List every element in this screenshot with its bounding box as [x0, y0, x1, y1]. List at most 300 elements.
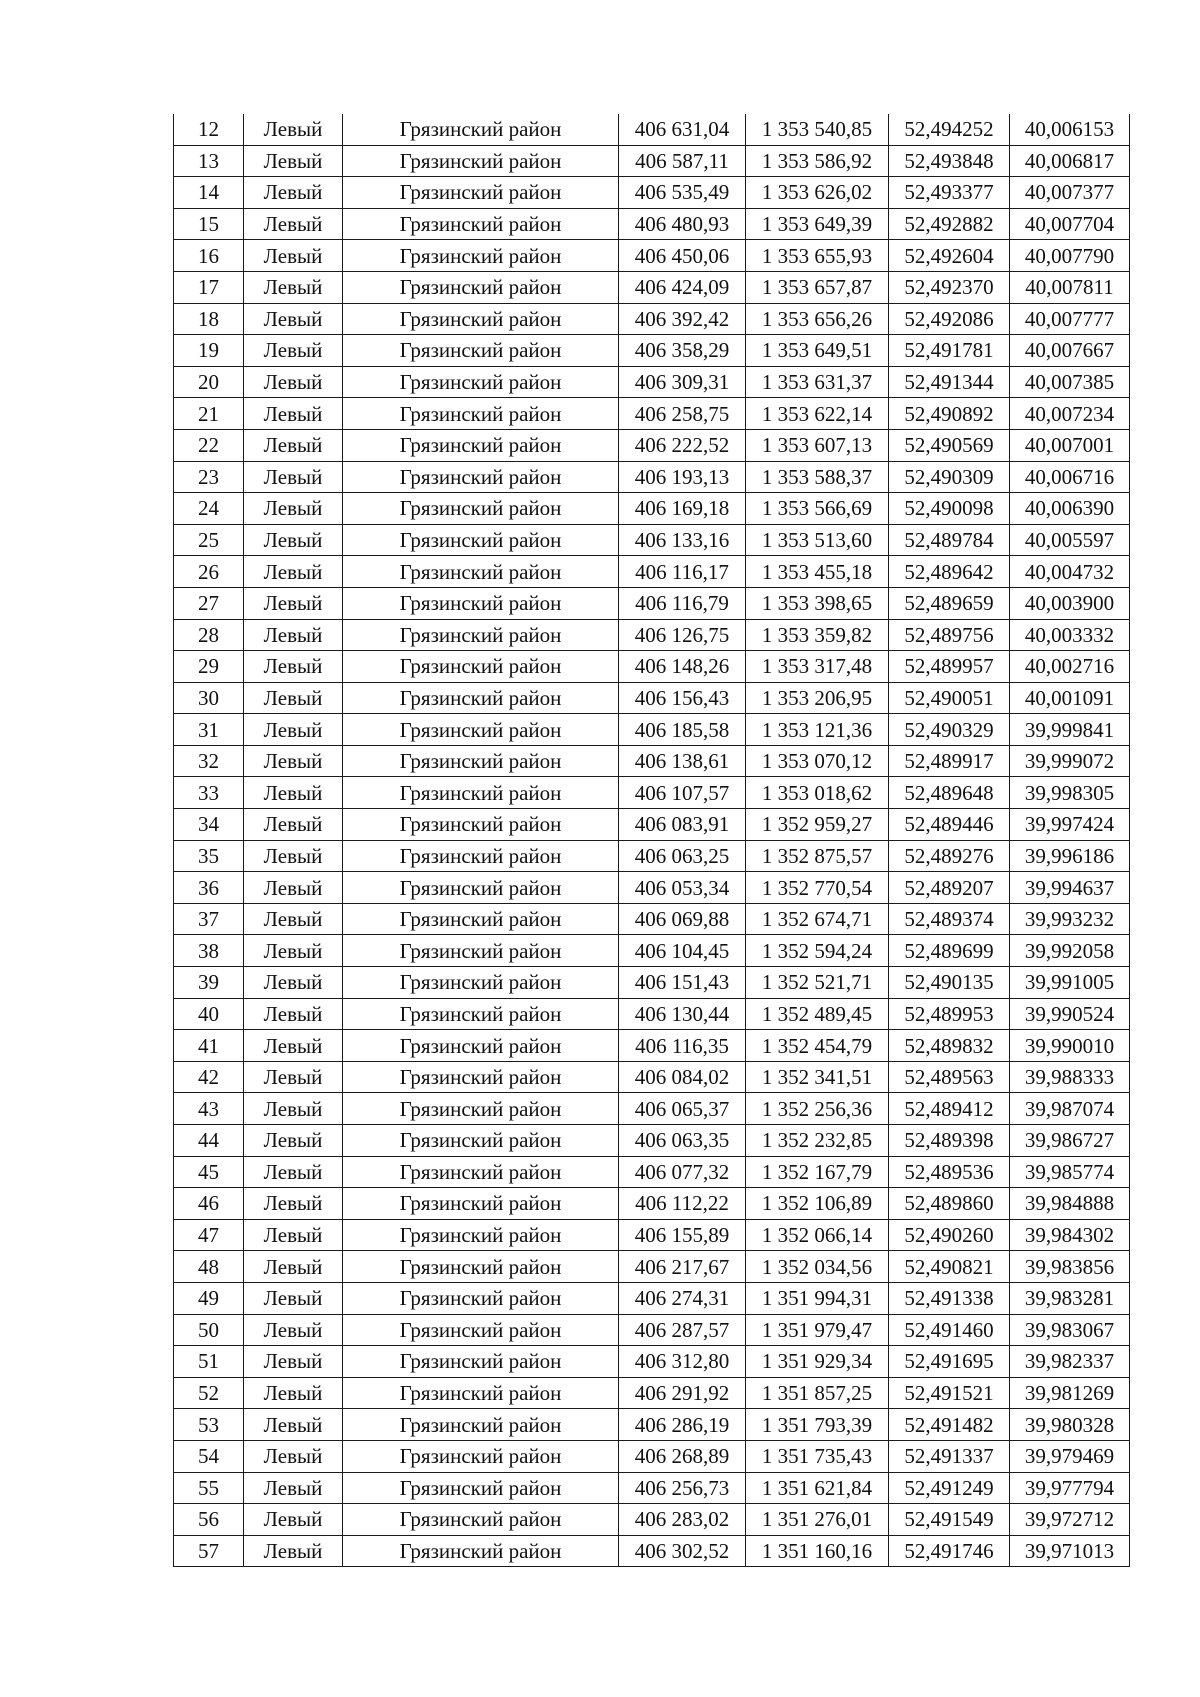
point-number-cell: 21: [174, 398, 244, 430]
y-coordinate-cell: 1 352 066,14: [746, 1219, 889, 1251]
latitude-cell: 52,490892: [889, 398, 1010, 430]
table-row: [174, 840, 1130, 872]
longitude-cell: 39,990524: [1010, 998, 1130, 1030]
district-cell: Грязинский район: [343, 840, 619, 872]
district-cell: Грязинский район: [343, 114, 619, 145]
x-coordinate-cell: 406 151,43: [619, 967, 746, 999]
x-coordinate-cell: 406 107,57: [619, 777, 746, 809]
district-cell: Грязинский район: [343, 777, 619, 809]
y-coordinate-cell: 1 351 793,39: [746, 1409, 889, 1441]
x-coordinate-cell: 406 535,49: [619, 177, 746, 209]
point-number-cell: 53: [174, 1409, 244, 1441]
table-row: [174, 809, 1130, 841]
table-row: [174, 556, 1130, 588]
district-cell: Грязинский район: [343, 1440, 619, 1472]
coordinates-table-body: [174, 114, 1130, 1567]
latitude-cell: 52,491338: [889, 1282, 1010, 1314]
point-number-cell: 14: [174, 177, 244, 209]
table-row: [174, 714, 1130, 746]
table-row: [174, 303, 1130, 335]
district-cell: Грязинский район: [343, 524, 619, 556]
table-row: [174, 114, 1130, 145]
y-coordinate-cell: 1 351 994,31: [746, 1282, 889, 1314]
district-cell: Грязинский район: [343, 872, 619, 904]
district-cell: Грязинский район: [343, 493, 619, 525]
longitude-cell: 39,993232: [1010, 903, 1130, 935]
table-row: [174, 1156, 1130, 1188]
table-row: [174, 366, 1130, 398]
district-cell: Грязинский район: [343, 366, 619, 398]
point-number-cell: 43: [174, 1093, 244, 1125]
table-row: [174, 429, 1130, 461]
latitude-cell: 52,491249: [889, 1472, 1010, 1504]
table-row: [174, 461, 1130, 493]
latitude-cell: 52,490569: [889, 429, 1010, 461]
point-number-cell: 51: [174, 1346, 244, 1378]
district-cell: Грязинский район: [343, 240, 619, 272]
longitude-cell: 40,006390: [1010, 493, 1130, 525]
x-coordinate-cell: 406 112,22: [619, 1188, 746, 1220]
y-coordinate-cell: 1 351 857,25: [746, 1377, 889, 1409]
table-row: [174, 587, 1130, 619]
x-coordinate-cell: 406 392,42: [619, 303, 746, 335]
side-cell: Левый: [244, 840, 343, 872]
side-cell: Левый: [244, 777, 343, 809]
longitude-cell: 39,990010: [1010, 1030, 1130, 1062]
x-coordinate-cell: 406 116,35: [619, 1030, 746, 1062]
side-cell: Левый: [244, 1282, 343, 1314]
district-cell: Грязинский район: [343, 208, 619, 240]
district-cell: Грязинский район: [343, 1409, 619, 1441]
latitude-cell: 52,490135: [889, 967, 1010, 999]
latitude-cell: 52,491460: [889, 1314, 1010, 1346]
side-cell: Левый: [244, 1504, 343, 1536]
table-row: [174, 967, 1130, 999]
y-coordinate-cell: 1 352 341,51: [746, 1061, 889, 1093]
side-cell: Левый: [244, 1030, 343, 1062]
longitude-cell: 40,003900: [1010, 587, 1130, 619]
district-cell: Грязинский район: [343, 461, 619, 493]
y-coordinate-cell: 1 351 929,34: [746, 1346, 889, 1378]
longitude-cell: 40,002716: [1010, 651, 1130, 683]
table-row: [174, 935, 1130, 967]
longitude-cell: 39,999841: [1010, 714, 1130, 746]
longitude-cell: 40,007704: [1010, 208, 1130, 240]
district-cell: Грязинский район: [343, 1030, 619, 1062]
side-cell: Левый: [244, 809, 343, 841]
district-cell: Грязинский район: [343, 1219, 619, 1251]
table-row: [174, 651, 1130, 683]
district-cell: Грязинский район: [343, 1251, 619, 1283]
side-cell: Левый: [244, 903, 343, 935]
point-number-cell: 36: [174, 872, 244, 904]
table-row: [174, 998, 1130, 1030]
point-number-cell: 27: [174, 587, 244, 619]
district-cell: Грязинский район: [343, 998, 619, 1030]
point-number-cell: 17: [174, 271, 244, 303]
x-coordinate-cell: 406 309,31: [619, 366, 746, 398]
x-coordinate-cell: 406 631,04: [619, 114, 746, 145]
table-row: [174, 619, 1130, 651]
table-row: [174, 177, 1130, 209]
longitude-cell: 39,977794: [1010, 1472, 1130, 1504]
side-cell: Левый: [244, 398, 343, 430]
x-coordinate-cell: 406 450,06: [619, 240, 746, 272]
side-cell: Левый: [244, 1251, 343, 1283]
y-coordinate-cell: 1 353 656,26: [746, 303, 889, 335]
side-cell: Левый: [244, 1093, 343, 1125]
table-row: [174, 1030, 1130, 1062]
side-cell: Левый: [244, 1440, 343, 1472]
table-row: [174, 208, 1130, 240]
latitude-cell: 52,489784: [889, 524, 1010, 556]
longitude-cell: 39,980328: [1010, 1409, 1130, 1441]
point-number-cell: 37: [174, 903, 244, 935]
side-cell: Левый: [244, 114, 343, 145]
point-number-cell: 31: [174, 714, 244, 746]
district-cell: Грязинский район: [343, 1472, 619, 1504]
point-number-cell: 12: [174, 114, 244, 145]
district-cell: Грязинский район: [343, 1535, 619, 1567]
x-coordinate-cell: 406 222,52: [619, 429, 746, 461]
y-coordinate-cell: 1 353 631,37: [746, 366, 889, 398]
district-cell: Грязинский район: [343, 1282, 619, 1314]
longitude-cell: 39,983856: [1010, 1251, 1130, 1283]
longitude-cell: 40,007234: [1010, 398, 1130, 430]
x-coordinate-cell: 406 287,57: [619, 1314, 746, 1346]
district-cell: Грязинский район: [343, 177, 619, 209]
side-cell: Левый: [244, 145, 343, 177]
table-row: [174, 1251, 1130, 1283]
x-coordinate-cell: 406 193,13: [619, 461, 746, 493]
x-coordinate-cell: 406 258,75: [619, 398, 746, 430]
x-coordinate-cell: 406 480,93: [619, 208, 746, 240]
x-coordinate-cell: 406 155,89: [619, 1219, 746, 1251]
side-cell: Левый: [244, 208, 343, 240]
table-row: [174, 1282, 1130, 1314]
y-coordinate-cell: 1 353 657,87: [746, 271, 889, 303]
point-number-cell: 34: [174, 809, 244, 841]
latitude-cell: 52,489276: [889, 840, 1010, 872]
district-cell: Грязинский район: [343, 682, 619, 714]
district-cell: Грязинский район: [343, 1061, 619, 1093]
latitude-cell: 52,493848: [889, 145, 1010, 177]
district-cell: Грязинский район: [343, 145, 619, 177]
y-coordinate-cell: 1 353 317,48: [746, 651, 889, 683]
table-row: [174, 145, 1130, 177]
x-coordinate-cell: 406 104,45: [619, 935, 746, 967]
district-cell: Грязинский район: [343, 651, 619, 683]
latitude-cell: 52,490821: [889, 1251, 1010, 1283]
longitude-cell: 40,003332: [1010, 619, 1130, 651]
latitude-cell: 52,494252: [889, 114, 1010, 145]
side-cell: Левый: [244, 619, 343, 651]
side-cell: Левый: [244, 1472, 343, 1504]
side-cell: Левый: [244, 461, 343, 493]
latitude-cell: 52,492086: [889, 303, 1010, 335]
side-cell: Левый: [244, 872, 343, 904]
point-number-cell: 48: [174, 1251, 244, 1283]
latitude-cell: 52,489860: [889, 1188, 1010, 1220]
point-number-cell: 24: [174, 493, 244, 525]
coordinates-table: [173, 114, 1130, 1567]
y-coordinate-cell: 1 351 276,01: [746, 1504, 889, 1536]
table-row: [174, 493, 1130, 525]
point-number-cell: 15: [174, 208, 244, 240]
district-cell: Грязинский район: [343, 429, 619, 461]
side-cell: Левый: [244, 177, 343, 209]
x-coordinate-cell: 406 424,09: [619, 271, 746, 303]
point-number-cell: 33: [174, 777, 244, 809]
latitude-cell: 52,490309: [889, 461, 1010, 493]
side-cell: Левый: [244, 240, 343, 272]
district-cell: Грязинский район: [343, 587, 619, 619]
y-coordinate-cell: 1 352 106,89: [746, 1188, 889, 1220]
district-cell: Грязинский район: [343, 1125, 619, 1157]
y-coordinate-cell: 1 351 735,43: [746, 1440, 889, 1472]
y-coordinate-cell: 1 352 959,27: [746, 809, 889, 841]
x-coordinate-cell: 406 312,80: [619, 1346, 746, 1378]
point-number-cell: 30: [174, 682, 244, 714]
table-row: [174, 1409, 1130, 1441]
table-row: [174, 903, 1130, 935]
district-cell: Грязинский район: [343, 714, 619, 746]
side-cell: Левый: [244, 998, 343, 1030]
table-row: [174, 524, 1130, 556]
x-coordinate-cell: 406 083,91: [619, 809, 746, 841]
district-cell: Грязинский район: [343, 935, 619, 967]
latitude-cell: 52,491549: [889, 1504, 1010, 1536]
longitude-cell: 39,971013: [1010, 1535, 1130, 1567]
point-number-cell: 32: [174, 745, 244, 777]
x-coordinate-cell: 406 148,26: [619, 651, 746, 683]
point-number-cell: 42: [174, 1061, 244, 1093]
x-coordinate-cell: 406 084,02: [619, 1061, 746, 1093]
point-number-cell: 13: [174, 145, 244, 177]
x-coordinate-cell: 406 069,88: [619, 903, 746, 935]
point-number-cell: 49: [174, 1282, 244, 1314]
x-coordinate-cell: 406 077,32: [619, 1156, 746, 1188]
point-number-cell: 16: [174, 240, 244, 272]
longitude-cell: 40,006153: [1010, 114, 1130, 145]
point-number-cell: 38: [174, 935, 244, 967]
longitude-cell: 40,007777: [1010, 303, 1130, 335]
side-cell: Левый: [244, 271, 343, 303]
district-cell: Грязинский район: [343, 1156, 619, 1188]
side-cell: Левый: [244, 745, 343, 777]
y-coordinate-cell: 1 353 588,37: [746, 461, 889, 493]
table-row: [174, 1535, 1130, 1567]
table-row: [174, 1440, 1130, 1472]
y-coordinate-cell: 1 353 455,18: [746, 556, 889, 588]
point-number-cell: 29: [174, 651, 244, 683]
longitude-cell: 39,984302: [1010, 1219, 1130, 1251]
table-row: [174, 1504, 1130, 1536]
table-row: [174, 240, 1130, 272]
point-number-cell: 41: [174, 1030, 244, 1062]
longitude-cell: 40,004732: [1010, 556, 1130, 588]
longitude-cell: 39,986727: [1010, 1125, 1130, 1157]
x-coordinate-cell: 406 130,44: [619, 998, 746, 1030]
side-cell: Левый: [244, 1125, 343, 1157]
side-cell: Левый: [244, 1535, 343, 1567]
latitude-cell: 52,493377: [889, 177, 1010, 209]
longitude-cell: 39,991005: [1010, 967, 1130, 999]
latitude-cell: 52,491344: [889, 366, 1010, 398]
x-coordinate-cell: 406 217,67: [619, 1251, 746, 1283]
longitude-cell: 39,979469: [1010, 1440, 1130, 1472]
y-coordinate-cell: 1 352 034,56: [746, 1251, 889, 1283]
longitude-cell: 40,007001: [1010, 429, 1130, 461]
longitude-cell: 39,998305: [1010, 777, 1130, 809]
y-coordinate-cell: 1 351 979,47: [746, 1314, 889, 1346]
longitude-cell: 40,005597: [1010, 524, 1130, 556]
x-coordinate-cell: 406 063,35: [619, 1125, 746, 1157]
y-coordinate-cell: 1 351 621,84: [746, 1472, 889, 1504]
y-coordinate-cell: 1 353 513,60: [746, 524, 889, 556]
latitude-cell: 52,489398: [889, 1125, 1010, 1157]
side-cell: Левый: [244, 1377, 343, 1409]
longitude-cell: 39,999072: [1010, 745, 1130, 777]
point-number-cell: 54: [174, 1440, 244, 1472]
district-cell: Грязинский район: [343, 1188, 619, 1220]
longitude-cell: 40,007377: [1010, 177, 1130, 209]
point-number-cell: 26: [174, 556, 244, 588]
latitude-cell: 52,491746: [889, 1535, 1010, 1567]
table-row: [174, 271, 1130, 303]
district-cell: Грязинский район: [343, 303, 619, 335]
district-cell: Грязинский район: [343, 398, 619, 430]
side-cell: Левый: [244, 1219, 343, 1251]
y-coordinate-cell: 1 353 121,36: [746, 714, 889, 746]
table-row: [174, 1061, 1130, 1093]
x-coordinate-cell: 406 291,92: [619, 1377, 746, 1409]
latitude-cell: 52,492882: [889, 208, 1010, 240]
longitude-cell: 39,984888: [1010, 1188, 1130, 1220]
x-coordinate-cell: 406 268,89: [619, 1440, 746, 1472]
longitude-cell: 39,997424: [1010, 809, 1130, 841]
district-cell: Грязинский район: [343, 271, 619, 303]
side-cell: Левый: [244, 1409, 343, 1441]
x-coordinate-cell: 406 133,16: [619, 524, 746, 556]
x-coordinate-cell: 406 302,52: [619, 1535, 746, 1567]
x-coordinate-cell: 406 116,79: [619, 587, 746, 619]
x-coordinate-cell: 406 169,18: [619, 493, 746, 525]
table-row: [174, 777, 1130, 809]
side-cell: Левый: [244, 1314, 343, 1346]
side-cell: Левый: [244, 556, 343, 588]
side-cell: Левый: [244, 429, 343, 461]
x-coordinate-cell: 406 256,73: [619, 1472, 746, 1504]
latitude-cell: 52,491695: [889, 1346, 1010, 1378]
point-number-cell: 23: [174, 461, 244, 493]
longitude-cell: 40,007811: [1010, 271, 1130, 303]
district-cell: Грязинский район: [343, 1504, 619, 1536]
point-number-cell: 35: [174, 840, 244, 872]
latitude-cell: 52,489536: [889, 1156, 1010, 1188]
y-coordinate-cell: 1 352 594,24: [746, 935, 889, 967]
y-coordinate-cell: 1 353 398,65: [746, 587, 889, 619]
point-number-cell: 20: [174, 366, 244, 398]
y-coordinate-cell: 1 353 566,69: [746, 493, 889, 525]
latitude-cell: 52,489374: [889, 903, 1010, 935]
side-cell: Левый: [244, 1188, 343, 1220]
longitude-cell: 39,994637: [1010, 872, 1130, 904]
longitude-cell: 39,996186: [1010, 840, 1130, 872]
district-cell: Грязинский район: [343, 619, 619, 651]
side-cell: Левый: [244, 967, 343, 999]
longitude-cell: 39,972712: [1010, 1504, 1130, 1536]
latitude-cell: 52,489957: [889, 651, 1010, 683]
point-number-cell: 56: [174, 1504, 244, 1536]
longitude-cell: 39,987074: [1010, 1093, 1130, 1125]
side-cell: Левый: [244, 651, 343, 683]
table-row: [174, 1125, 1130, 1157]
latitude-cell: 52,490329: [889, 714, 1010, 746]
y-coordinate-cell: 1 352 454,79: [746, 1030, 889, 1062]
y-coordinate-cell: 1 353 626,02: [746, 177, 889, 209]
y-coordinate-cell: 1 352 674,71: [746, 903, 889, 935]
x-coordinate-cell: 406 286,19: [619, 1409, 746, 1441]
longitude-cell: 40,007790: [1010, 240, 1130, 272]
latitude-cell: 52,492370: [889, 271, 1010, 303]
x-coordinate-cell: 406 126,75: [619, 619, 746, 651]
y-coordinate-cell: 1 351 160,16: [746, 1535, 889, 1567]
point-number-cell: 57: [174, 1535, 244, 1567]
side-cell: Левый: [244, 303, 343, 335]
y-coordinate-cell: 1 353 206,95: [746, 682, 889, 714]
x-coordinate-cell: 406 065,37: [619, 1093, 746, 1125]
district-cell: Грязинский район: [343, 903, 619, 935]
longitude-cell: 39,981269: [1010, 1377, 1130, 1409]
side-cell: Левый: [244, 1061, 343, 1093]
point-number-cell: 25: [174, 524, 244, 556]
y-coordinate-cell: 1 352 770,54: [746, 872, 889, 904]
latitude-cell: 52,489917: [889, 745, 1010, 777]
table-row: [174, 1093, 1130, 1125]
point-number-cell: 39: [174, 967, 244, 999]
longitude-cell: 39,983281: [1010, 1282, 1130, 1314]
longitude-cell: 40,007667: [1010, 335, 1130, 367]
latitude-cell: 52,489446: [889, 809, 1010, 841]
latitude-cell: 52,490260: [889, 1219, 1010, 1251]
longitude-cell: 39,982337: [1010, 1346, 1130, 1378]
side-cell: Левый: [244, 335, 343, 367]
district-cell: Грязинский район: [343, 745, 619, 777]
point-number-cell: 46: [174, 1188, 244, 1220]
district-cell: Грязинский район: [343, 556, 619, 588]
longitude-cell: 39,992058: [1010, 935, 1130, 967]
y-coordinate-cell: 1 352 875,57: [746, 840, 889, 872]
point-number-cell: 50: [174, 1314, 244, 1346]
y-coordinate-cell: 1 353 070,12: [746, 745, 889, 777]
y-coordinate-cell: 1 353 586,92: [746, 145, 889, 177]
latitude-cell: 52,491521: [889, 1377, 1010, 1409]
longitude-cell: 40,006716: [1010, 461, 1130, 493]
latitude-cell: 52,489953: [889, 998, 1010, 1030]
latitude-cell: 52,492604: [889, 240, 1010, 272]
point-number-cell: 28: [174, 619, 244, 651]
side-cell: Левый: [244, 524, 343, 556]
table-row: [174, 335, 1130, 367]
x-coordinate-cell: 406 587,11: [619, 145, 746, 177]
latitude-cell: 52,490098: [889, 493, 1010, 525]
district-cell: Грязинский район: [343, 1314, 619, 1346]
y-coordinate-cell: 1 353 649,39: [746, 208, 889, 240]
latitude-cell: 52,491781: [889, 335, 1010, 367]
point-number-cell: 52: [174, 1377, 244, 1409]
y-coordinate-cell: 1 353 649,51: [746, 335, 889, 367]
